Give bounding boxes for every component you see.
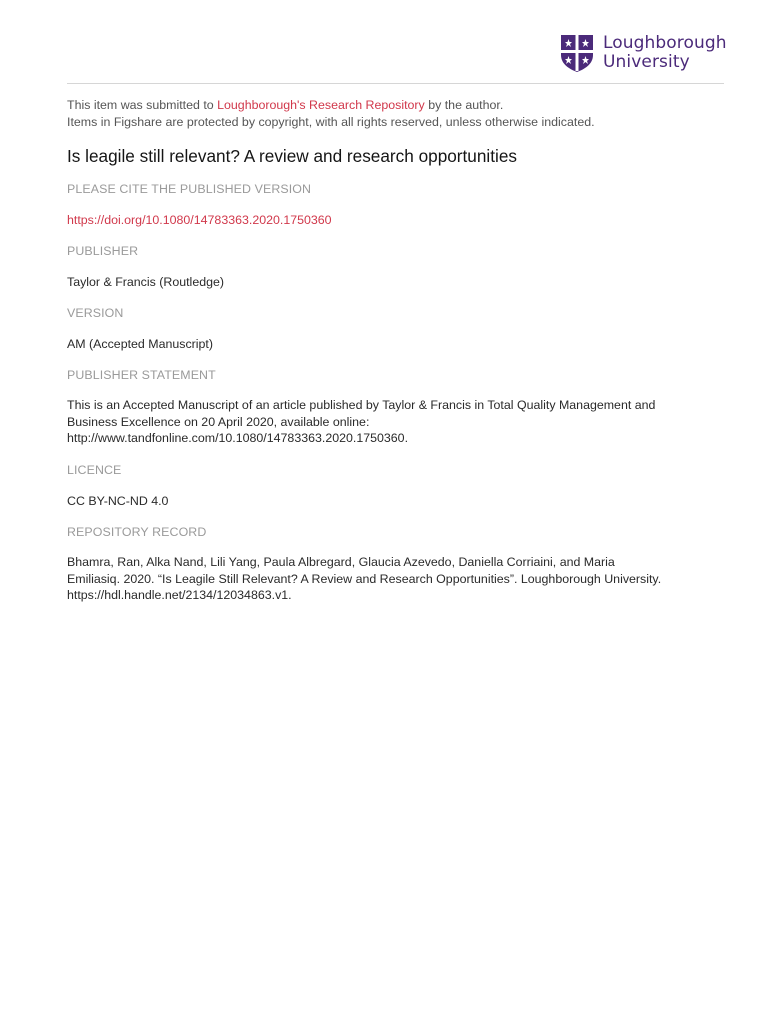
version-label: VERSION <box>67 306 124 320</box>
version-value: AM (Accepted Manuscript) <box>67 337 213 351</box>
publisher-statement-text <box>67 397 655 447</box>
publisher-statement-label: PUBLISHER STATEMENT <box>67 368 216 382</box>
logo-line-1: Loughborough <box>603 33 727 53</box>
statement-line-1: This is an Accepted Manuscript of an article published by Taylor & Francis in Total Quality Management and <box>67 398 656 412</box>
record-line-3: https://hdl.handle.net/2134/12034863.v1. <box>67 588 292 602</box>
licence-label: LICENCE <box>67 463 122 477</box>
item-title: Is leagile still relevant? A review and research opportunities <box>67 146 517 166</box>
doi-link[interactable]: https://doi.org/10.1080/14783363.2020.1750360 <box>67 213 332 227</box>
logo-line-2: University <box>603 52 690 72</box>
statement-line-3: http://www.tandfonline.com/10.1080/14783363.2020.1750360. <box>67 431 409 445</box>
repository-notice <box>67 97 595 130</box>
statement-line-2: Business Excellence on 20 April 2020, available online: <box>67 414 370 429</box>
record-line-1: Bhamra, Ran, Alka Nand, Lili Yang, Paula Albregard, Glaucia Azevedo, Daniella Corriaini, and Maria <box>67 555 615 569</box>
publisher-label: PUBLISHER <box>67 244 139 258</box>
repository-record-text <box>67 554 661 604</box>
repository-record-label: REPOSITORY RECORD <box>67 525 207 539</box>
notice-prefix: This item was submitted to <box>67 98 218 112</box>
cite-label: PLEASE CITE THE PUBLISHED VERSION <box>67 182 312 196</box>
notice-line-2: Items in Figshare are protected by copyright, with all rights reserved, unless otherwise indicated. <box>67 114 595 129</box>
header-divider <box>67 83 724 84</box>
licence-value: CC BY-NC-ND 4.0 <box>67 494 169 508</box>
notice-suffix: by the author. <box>424 98 504 112</box>
university-wordmark <box>603 34 727 72</box>
notice-line-1 <box>67 97 595 114</box>
university-logo <box>559 33 727 73</box>
record-line-2: Emiliasiq. 2020. “Is Leagile Still Relevant? A Review and Research Opportunities”. Loughborough University. <box>67 571 662 586</box>
publisher-value: Taylor & Francis (Routledge) <box>67 275 225 289</box>
repository-link[interactable]: Loughborough's Research Repository <box>217 98 425 112</box>
university-crest-icon <box>559 33 595 73</box>
